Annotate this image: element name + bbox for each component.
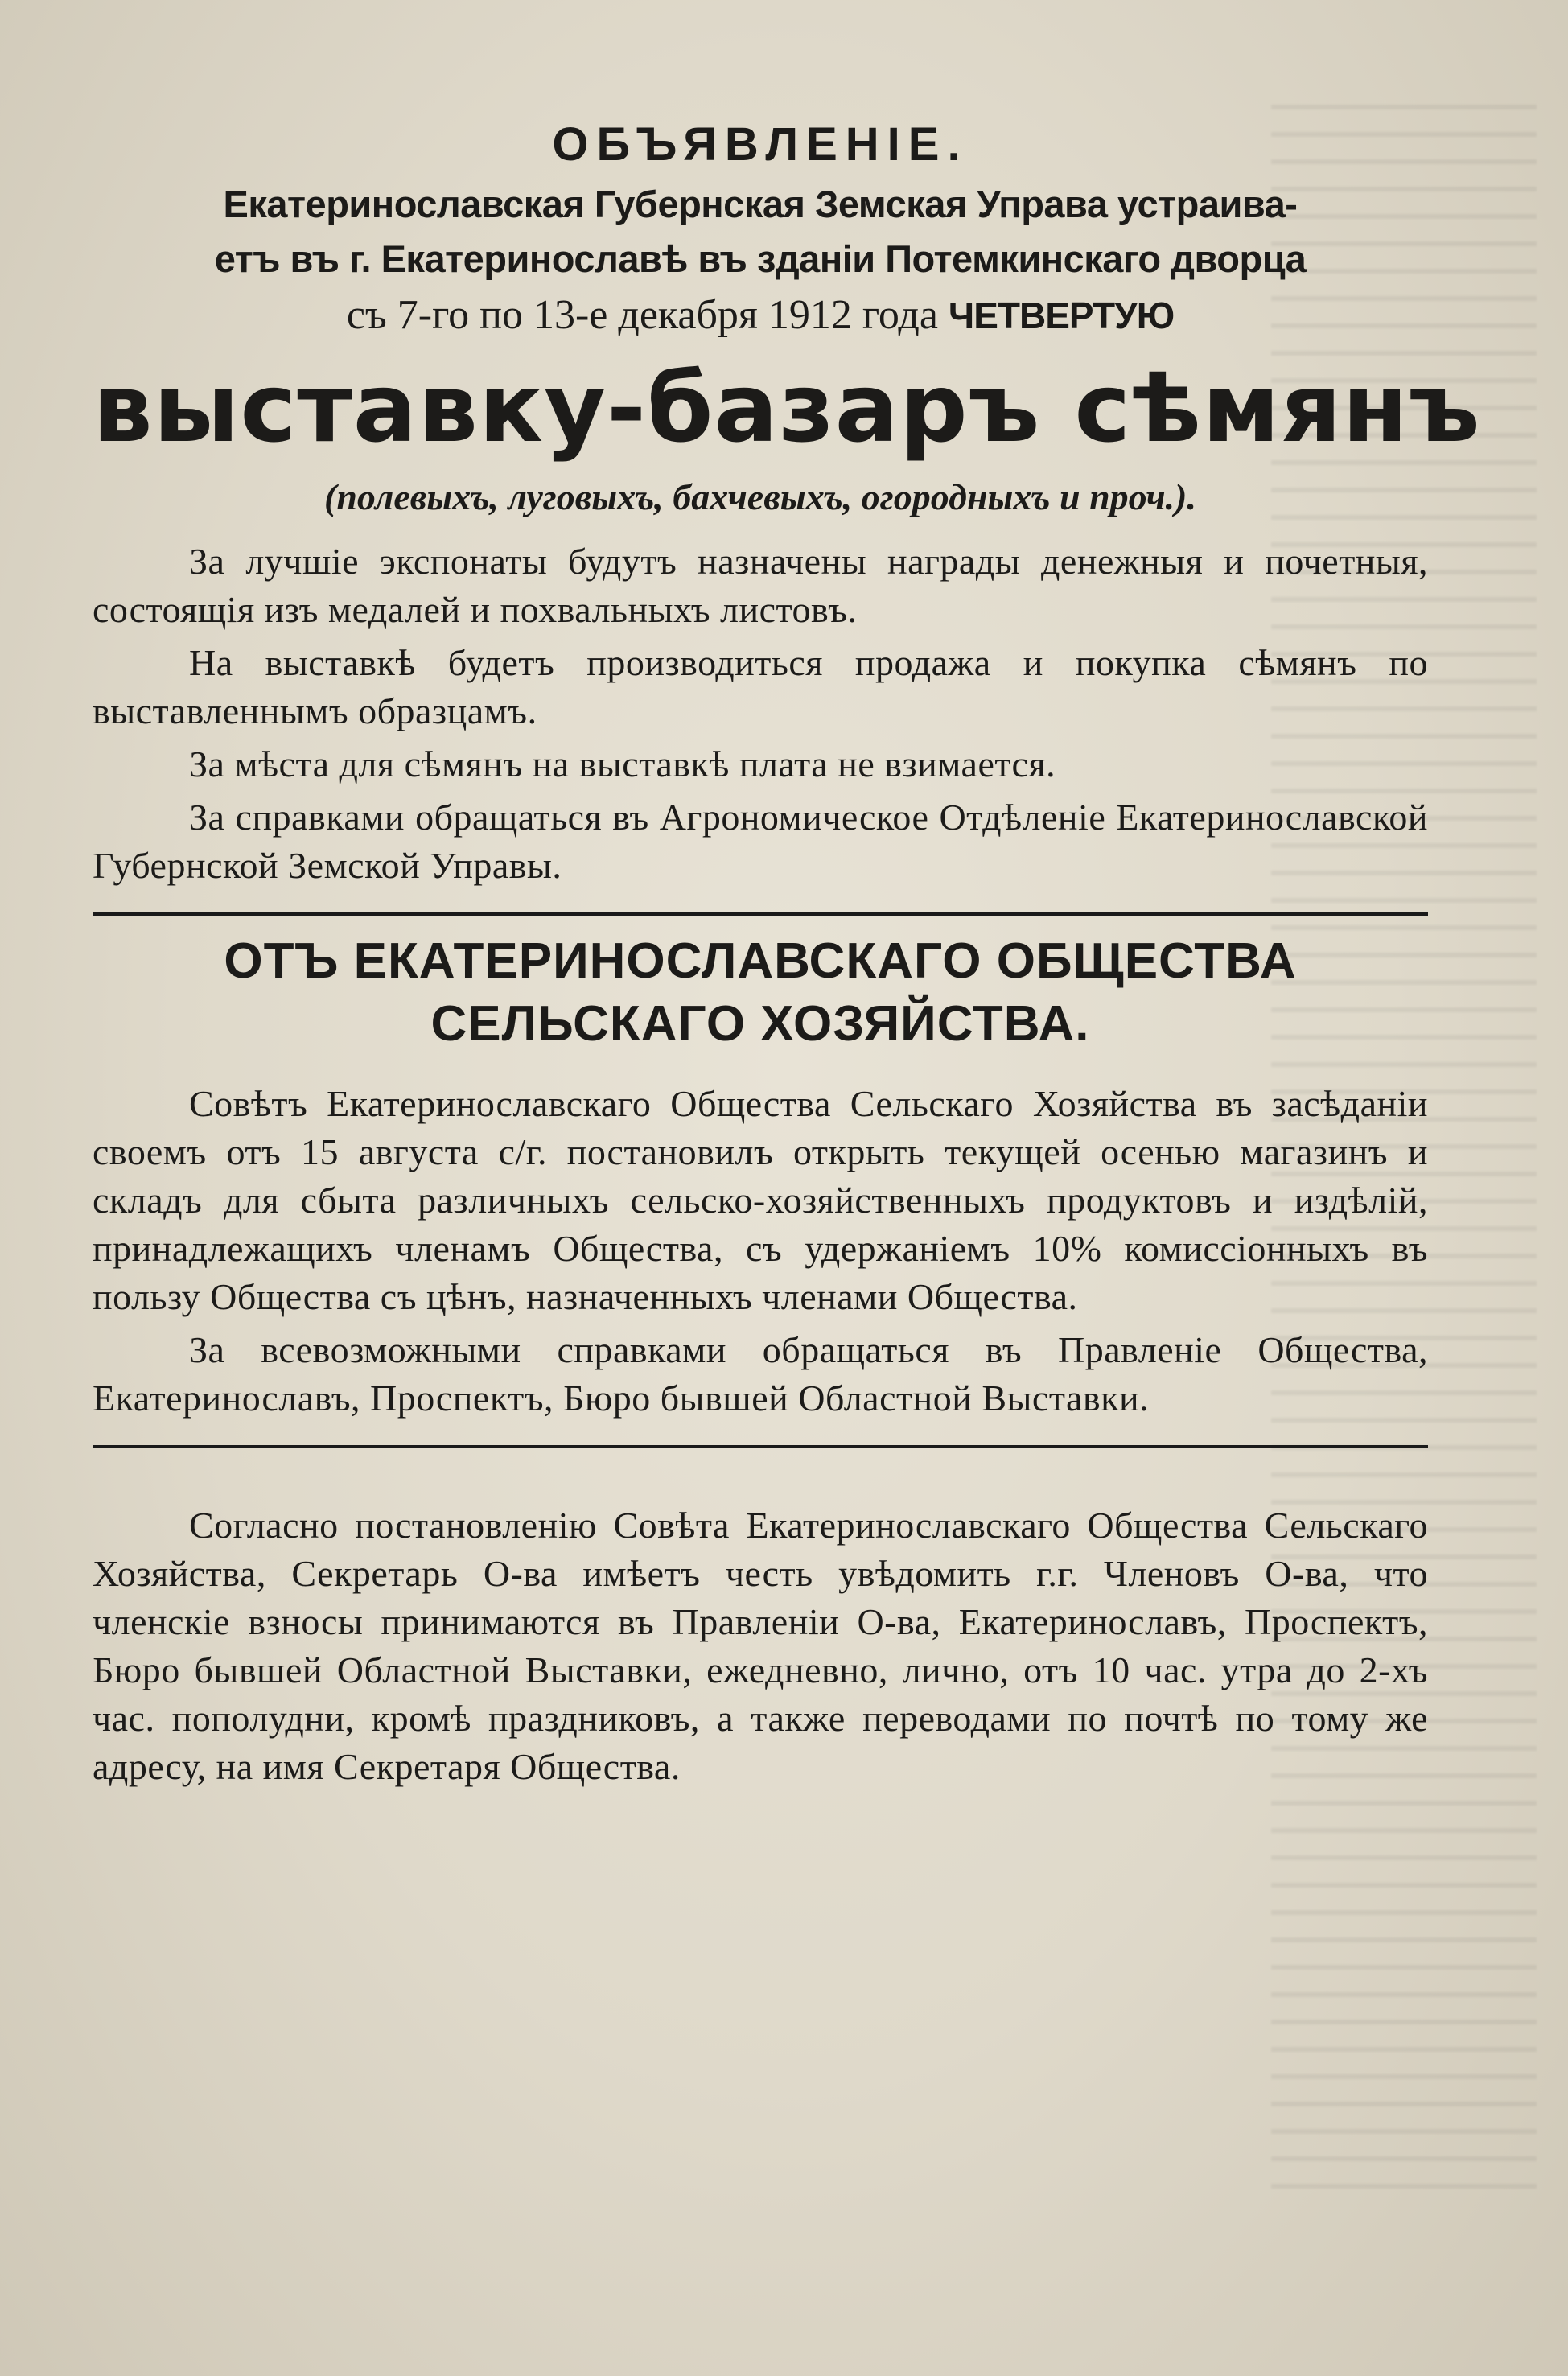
divider-rule-2 xyxy=(93,1445,1428,1448)
exhibition-subtitle: (полевыхъ, луговыхъ, бахчевыхъ, огородныхъ и проч.). xyxy=(324,476,1196,517)
notice-paragraph-dues: Согласно постановленію Совѣта Екатеринославскаго Общества Сельскаго Хозяйства, Секретарь О-ва имѣетъ честь увѣдомить г.г. Членовъ О-ва, что членскіе взносы принимаются въ Правленіи О-ва, Екатеринославъ, Проспектъ, Бюро бывшей Областной Выставки, ежедневно, лично, отъ 10 час. утра до 2-хъ час. пополудни, кромѣ праздниковъ, а также переводами по почтѣ по тому же адресу, на имя Секретаря Общества. xyxy=(93,1505,1428,1787)
announcement-section xyxy=(93,113,1481,890)
divider-rule-1 xyxy=(93,912,1428,916)
announcement-paragraph-fee: За мѣста для сѣмянъ на выставкѣ плата не взимается. xyxy=(189,743,1056,784)
society-paragraph-inquiries: За всевозможными справками обращаться въ Правленіе Общества, Екатеринославъ, Проспектъ, Бюро бывшей Областной Выставки. xyxy=(93,1329,1428,1419)
announcement-line-1: Екатеринославская Губернская Земская Управа устраива- xyxy=(223,183,1298,225)
society-paragraph-store: Совѣтъ Екатеринославскаго Общества Сельскаго Хозяйства въ засѣданіи своемъ отъ 15 августа с/г. постановилъ открыть текущей осенью магазинъ и складъ для сбыта различныхъ сельско-хозяйственныхъ продуктовъ и издѣлій, принадлежащихъ членамъ Общества, съ удержаніемъ 10% комиссіонныхъ въ пользу Общества съ цѣнъ, назначенныхъ членами Общества. xyxy=(93,1083,1428,1317)
society-section xyxy=(93,930,1428,1423)
document-content xyxy=(93,113,1481,1796)
announcement-line-2: етъ въ г. Екатеринославѣ въ зданіи Потемкинскаго дворца xyxy=(214,237,1307,280)
announcement-title: ОБЪЯВЛЕНІЕ. xyxy=(552,118,969,171)
announcement-paragraph-awards: За лучшіе экспонаты будутъ назначены награды денежныя и почетныя, состоящія изъ медалей и похвальныхъ листовъ. xyxy=(93,541,1428,630)
announcement-paragraph-contacts: За справками обращаться въ Агрономическое Отдѣленіе Екатеринославской Губернской Земской Управы. xyxy=(93,797,1428,886)
announcement-paragraph-sales: На выставкѣ будетъ производиться продажа и покупка сѣмянъ по выставленнымъ образцамъ. xyxy=(93,642,1428,731)
announcement-dates-line xyxy=(93,286,1428,344)
section-spacer xyxy=(93,1463,1428,1501)
society-heading: ОТЪ ЕКАТЕРИНОСЛАВСКАГО ОБЩЕСТВА СЕЛЬСКАГО ХОЗЯЙСТВА. xyxy=(224,933,1297,1052)
exhibition-title: выставку-базаръ сѣмянъ xyxy=(93,352,1481,463)
announcement-ordinal: ЧЕТВЕРТУЮ xyxy=(948,294,1175,336)
notice-section xyxy=(93,1501,1428,1791)
announcement-dates: съ 7-го по 13-е декабря 1912 года xyxy=(346,292,938,338)
